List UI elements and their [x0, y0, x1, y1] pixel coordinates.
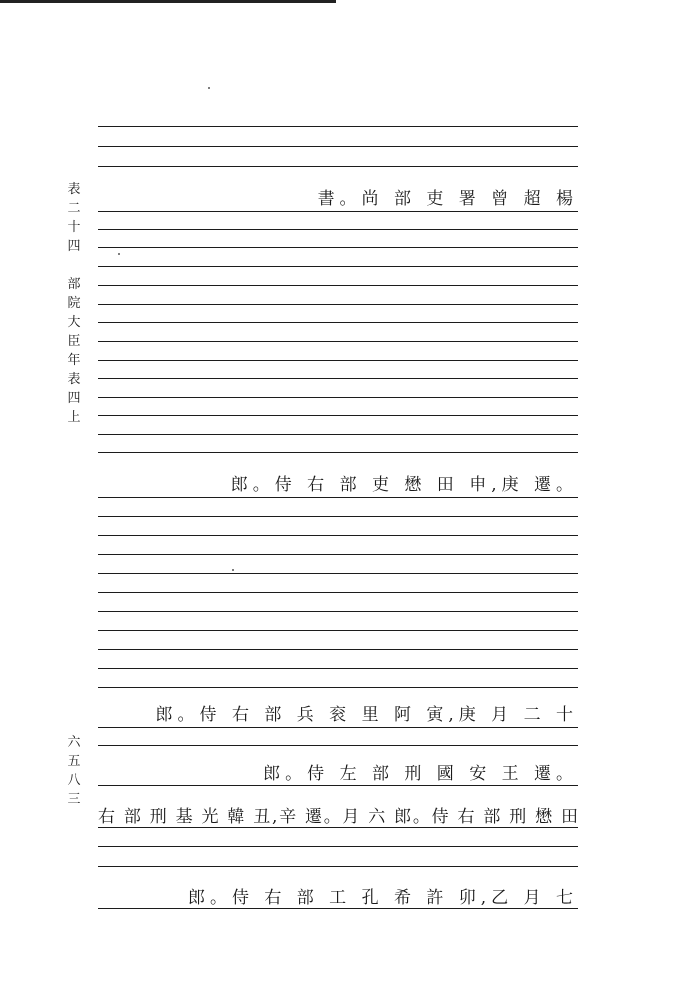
table-rule	[98, 866, 578, 867]
table-rule	[98, 229, 578, 230]
table-rule	[98, 285, 578, 286]
margin-char: 部	[67, 277, 81, 292]
table-rule	[98, 304, 578, 305]
table-rule	[98, 535, 578, 536]
table-row: 右 部 刑 基 光 韓 丑,辛 遷。月 六 郎。侍 右 部 刑 懋 田	[98, 807, 578, 827]
page-digit: 五	[67, 754, 81, 769]
scan-speck	[208, 87, 210, 89]
margin-char: 四	[67, 391, 81, 406]
page-digit: 三	[67, 792, 81, 807]
table-rule	[98, 266, 578, 267]
table-row: 郎。侍 右 部 吏 懋 田 申,庚 遷。	[230, 475, 578, 495]
margin-char: 上	[67, 410, 81, 425]
margin-gap	[64, 256, 84, 275]
table-rule	[98, 846, 578, 847]
page-digit: 六	[67, 735, 81, 750]
table-rule	[98, 727, 578, 728]
table-rule	[98, 497, 578, 498]
table-rule	[98, 785, 578, 786]
table-rule	[98, 378, 578, 379]
table-rule	[98, 247, 578, 248]
margin-char: 四	[67, 239, 81, 254]
table-rule	[98, 341, 578, 342]
margin-char: 表	[67, 182, 81, 197]
table-rule	[98, 415, 578, 416]
margin-char: 院	[67, 296, 81, 311]
margin-char: 二	[67, 201, 81, 216]
scan-speck	[232, 569, 234, 571]
scan-edge-bar	[0, 0, 336, 3]
margin-char: 大	[67, 315, 81, 330]
scan-speck	[118, 253, 120, 255]
table-rule	[98, 649, 578, 650]
table-rule	[98, 397, 578, 398]
table-rule	[98, 745, 578, 746]
margin-char: 表	[67, 372, 81, 387]
table-rule	[98, 166, 578, 167]
page-number	[64, 733, 84, 809]
table-row: 郎。侍 左 部 刑 國 安 王 遷。	[263, 764, 578, 784]
table-rule	[98, 211, 578, 212]
margin-title	[64, 180, 84, 427]
table-rule	[98, 360, 578, 361]
table-rule	[98, 126, 578, 127]
table-rule	[98, 592, 578, 593]
table-rule	[98, 146, 578, 147]
table-rule	[98, 611, 578, 612]
margin-char: 臣	[67, 334, 81, 349]
table-rule	[98, 573, 578, 574]
table-row: 書。尚 部 吏 署 曾 超 楊	[317, 189, 578, 209]
margin-char: 十	[67, 220, 81, 235]
table-rule	[98, 452, 578, 453]
table-rule	[98, 554, 578, 555]
table-rule	[98, 630, 578, 631]
table-row: 郎。侍 右 部 兵 衮 里 阿 寅,庚 月 二 十	[155, 705, 578, 725]
page-digit: 八	[67, 773, 81, 788]
table-rule	[98, 516, 578, 517]
table-rule	[98, 668, 578, 669]
table-rule	[98, 322, 578, 323]
table-rule	[98, 687, 578, 688]
table-rule	[98, 434, 578, 435]
margin-char: 年	[67, 353, 81, 368]
table-row: 郎。侍 右 部 工 孔 希 許 卯,乙 月 七	[187, 888, 578, 908]
